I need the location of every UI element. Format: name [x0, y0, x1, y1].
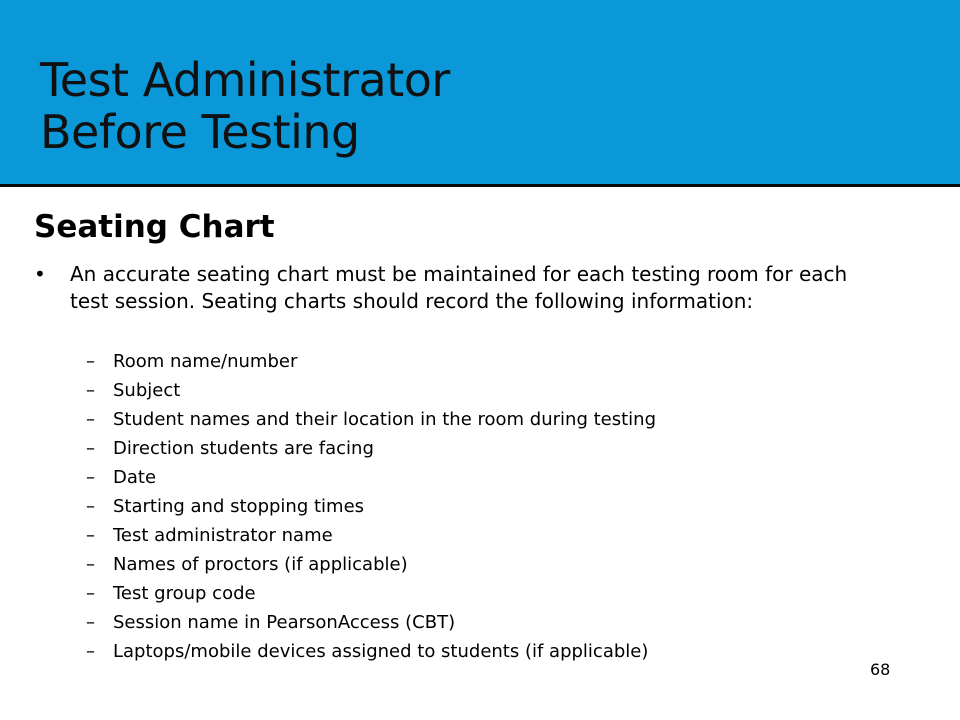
dash-icon: – [86, 409, 95, 430]
list-item [86, 579, 656, 608]
title-banner [0, 0, 960, 187]
list-item-text: Test group code [113, 583, 256, 604]
main-bullet-text: An accurate seating chart must be maintained for each testing room for each test session. Seating charts should record the following information: [70, 262, 848, 313]
list-item [86, 463, 656, 492]
list-item-text: Subject [113, 380, 181, 401]
seating-chart-info-list [86, 347, 656, 666]
dash-icon: – [86, 380, 95, 401]
dash-icon: – [86, 467, 95, 488]
list-item-text: Date [113, 467, 157, 488]
list-item-text: Test administrator name [113, 525, 333, 546]
list-item-text: Room name/number [113, 351, 298, 372]
dash-icon: – [86, 612, 95, 633]
list-item [86, 376, 656, 405]
main-bullet [34, 261, 884, 315]
list-item-text: Laptops/mobile devices assigned to students (if applicable) [113, 641, 649, 662]
dash-icon: – [86, 554, 95, 575]
list-item [86, 550, 656, 579]
dash-icon: – [86, 583, 95, 604]
list-item-text: Session name in PearsonAccess (CBT) [113, 612, 456, 633]
slide-title-line-1: Test Administrator [40, 53, 450, 107]
dash-icon: – [86, 496, 95, 517]
list-item [86, 492, 656, 521]
slide-title-line-2: Before Testing [40, 105, 360, 159]
dash-icon: – [86, 351, 95, 372]
section-heading: Seating Chart [34, 209, 275, 245]
page-number: 68 [870, 660, 891, 679]
list-item-text: Names of proctors (if applicable) [113, 554, 408, 575]
list-item [86, 608, 656, 637]
dash-icon: – [86, 525, 95, 546]
list-item [86, 434, 656, 463]
list-item [86, 521, 656, 550]
bullet-icon: • [34, 262, 46, 286]
list-item [86, 347, 656, 376]
dash-icon: – [86, 641, 95, 662]
list-item-text: Direction students are facing [113, 438, 374, 459]
dash-icon: – [86, 438, 95, 459]
list-item [86, 637, 656, 666]
list-item-text: Starting and stopping times [113, 496, 365, 517]
list-item-text: Student names and their location in the room during testing [113, 409, 656, 430]
list-item [86, 405, 656, 434]
slide-title [40, 54, 450, 158]
